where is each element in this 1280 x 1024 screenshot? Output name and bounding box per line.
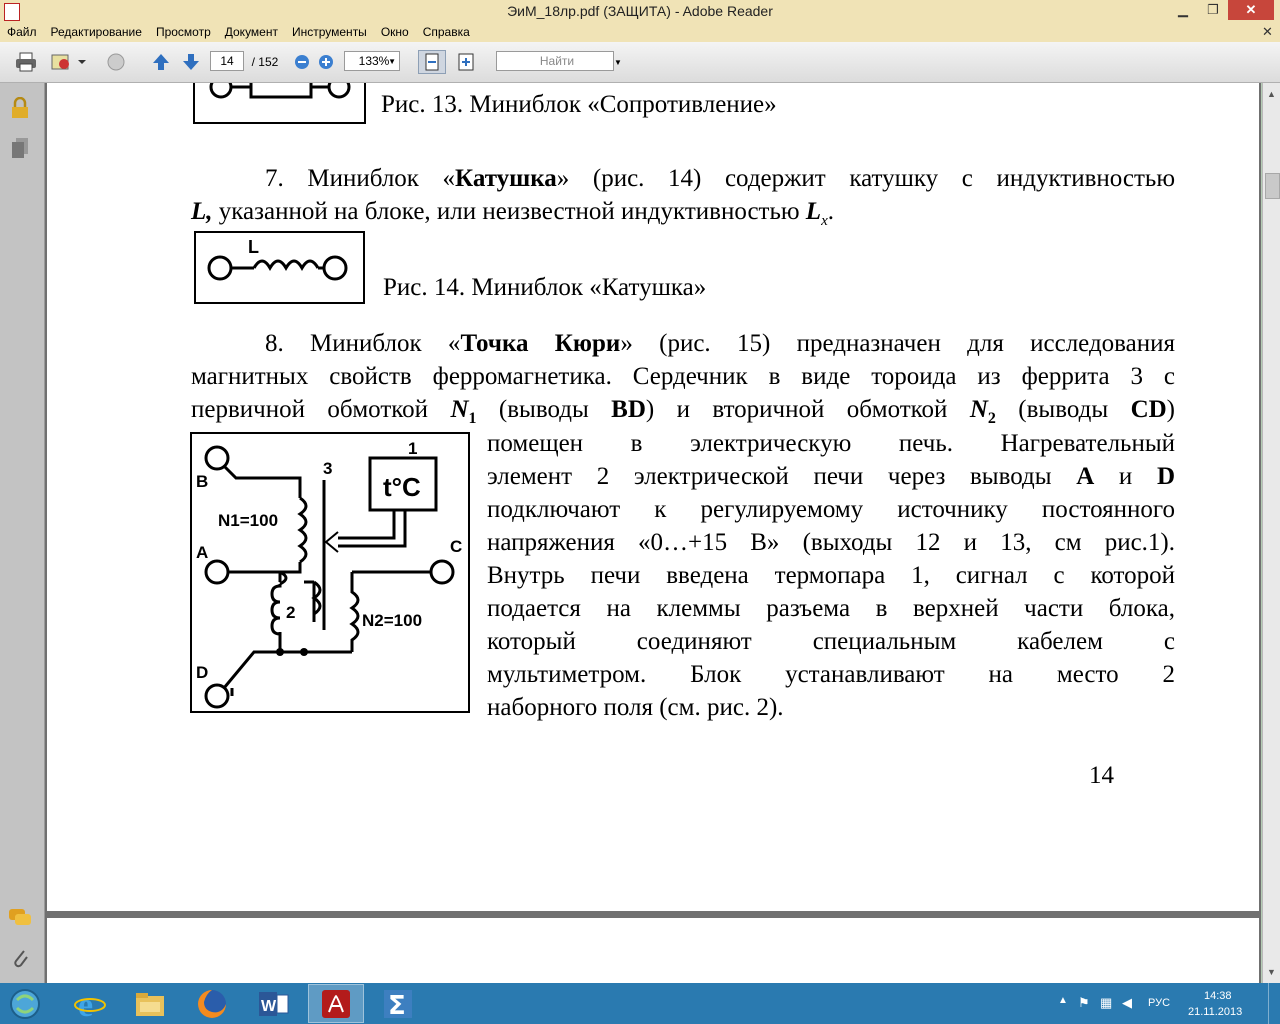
- vertical-scrollbar[interactable]: [1262, 83, 1280, 983]
- print-icon[interactable]: [12, 50, 40, 74]
- menu-view[interactable]: Просмотр: [155, 25, 211, 39]
- toolbar: [0, 42, 1280, 83]
- menu-bar: [0, 22, 1280, 42]
- p8-line12: наборного поля (см. рис. 2).: [487, 694, 784, 721]
- p7-line1: 7. Миниблок «Катушка» (рис. 14) содержит катушку с индуктивностью: [265, 165, 1175, 192]
- window-controls: [1168, 0, 1274, 20]
- show-desktop-button[interactable]: [1268, 983, 1280, 1024]
- adobe-reader-icon[interactable]: [308, 984, 364, 1023]
- language-indicator[interactable]: РУС: [1148, 997, 1171, 1009]
- p8-line8: Внутрь печи введена термопара 1, сигнал с которой: [487, 562, 1175, 589]
- menu-help[interactable]: Справка: [422, 25, 470, 39]
- find-placeholder: Найти: [539, 54, 575, 68]
- pdf-page-next: [47, 918, 1259, 983]
- p7-line2: L, указанной на блоке, или неизвестной индуктивностью $L_x$.: [191, 198, 834, 229]
- close-document-icon[interactable]: ✕: [1262, 24, 1273, 39]
- fig15-N2-label: N2=100: [362, 611, 423, 630]
- scroll-thumb[interactable]: [1265, 173, 1280, 199]
- clock-time[interactable]: 14:38: [1204, 990, 1232, 1002]
- fig14-inductor-block: [194, 231, 366, 305]
- fig15-thermometer-label: t°C: [383, 472, 421, 502]
- menu-edit[interactable]: Редактирование: [50, 25, 142, 39]
- p8-line6: подключают к регулируемому источнику постоянного: [487, 496, 1175, 523]
- file-explorer-icon[interactable]: [122, 984, 178, 1023]
- menu-document[interactable]: Документ: [224, 25, 278, 39]
- menu-tools[interactable]: Инструменты: [291, 25, 367, 39]
- fig13-caption: Рис. 13. Миниблок «Сопротивление»: [381, 91, 777, 118]
- prev-page-icon[interactable]: [148, 50, 174, 74]
- find-dropdown-icon[interactable]: ▼: [614, 57, 622, 67]
- p8-line11: мультиметром. Блок устанавливают на место 2: [487, 661, 1175, 688]
- page-number: 14: [1089, 762, 1114, 789]
- firefox-icon[interactable]: [184, 984, 240, 1023]
- attachments-icon[interactable]: [10, 947, 30, 976]
- next-page-icon[interactable]: [178, 50, 204, 74]
- p8-line3: первичной обмоткой $N_1$ (выводы BD) и вторичной обмоткой $N_2$ (выводы CD): [191, 396, 1175, 427]
- fig15-D-label: D: [196, 663, 209, 682]
- start-button[interactable]: [0, 984, 50, 1023]
- scroll-up-icon[interactable]: ▲: [1267, 89, 1276, 99]
- svg-text:Σ: Σ: [388, 990, 406, 1020]
- fig15-num2: 2: [286, 603, 296, 622]
- svg-text:e: e: [78, 987, 94, 1020]
- fig15-num3: 3: [323, 459, 333, 478]
- share-icon[interactable]: [48, 50, 88, 74]
- window-title: ЭиМ_18лр.pdf (ЗАЩИТА) - Adobe Reader: [507, 3, 773, 19]
- title-bar: [0, 0, 1280, 22]
- minimize-button[interactable]: ▁: [1178, 2, 1188, 17]
- flag-icon[interactable]: ⚑: [1078, 995, 1090, 1010]
- zoom-in-icon[interactable]: [316, 50, 336, 74]
- speaker-icon[interactable]: ◀: [1122, 995, 1132, 1010]
- pdf-page: [47, 83, 1259, 911]
- fig15-N1-label: N1=100: [218, 511, 279, 530]
- maximize-button[interactable]: ❐: [1207, 2, 1219, 17]
- clock-date[interactable]: 21.11.2013: [1188, 1006, 1243, 1018]
- p8-line5: элемент 2 электрической печи через выводы A и D: [487, 463, 1175, 490]
- fig13-resistor-block: [193, 83, 367, 125]
- menu-window[interactable]: Окно: [380, 25, 409, 39]
- zoom-select[interactable]: [344, 51, 400, 71]
- system-tray: [1050, 983, 1280, 1024]
- close-button[interactable]: ✕: [1228, 0, 1274, 20]
- taskbar: [0, 983, 1280, 1024]
- lock-icon[interactable]: [10, 97, 30, 124]
- p8-line7: напряжения «0…+15 В» (выходы 12 и 13, см рис.1).: [487, 529, 1175, 556]
- fig15-C-label: C: [450, 537, 463, 556]
- p8-line9: подается на клеммы разъема в верхней части блока,: [487, 595, 1175, 622]
- left-navigation-pane: [0, 83, 45, 983]
- svg-text:W: W: [261, 997, 277, 1015]
- zoom-out-icon[interactable]: [292, 50, 312, 74]
- scroll-down-icon[interactable]: ▼: [1267, 967, 1276, 977]
- find-input[interactable]: [496, 51, 614, 71]
- comments-icon[interactable]: [8, 908, 32, 933]
- fig15-B-label: B: [196, 472, 209, 491]
- fig15-num1: 1: [408, 439, 418, 458]
- fig14-L-label: L: [248, 237, 259, 257]
- sign-icon[interactable]: [102, 50, 130, 74]
- fig15-curie-point-schematic: [190, 432, 472, 715]
- document-view[interactable]: [45, 83, 1261, 983]
- page-total: / 152: [251, 55, 279, 69]
- network-icon[interactable]: ▦: [1100, 995, 1113, 1010]
- page-number-input[interactable]: 14: [210, 51, 244, 71]
- p8-line2: магнитных свойств ферромагнетика. Сердечник в виде тороида из феррита 3 с: [191, 363, 1175, 390]
- fig15-A-label: A: [196, 543, 209, 562]
- pages-icon[interactable]: [10, 137, 30, 164]
- fig14-caption: Рис. 14. Миниблок «Катушка»: [383, 274, 707, 301]
- show-hidden-icons[interactable]: ▲: [1058, 995, 1068, 1006]
- p8-line10: который соединяют специальным кабелем с: [487, 628, 1175, 655]
- p8-line1: 8. Миниблок «Точка Кюри» (рис. 15) предназначен для исследования: [265, 330, 1175, 357]
- chevron-down-icon: ▼: [388, 56, 396, 66]
- zoom-value: 133%: [358, 54, 390, 68]
- sigma-app-icon[interactable]: [370, 984, 426, 1023]
- fit-width-icon[interactable]: [452, 50, 480, 74]
- word-icon[interactable]: [246, 984, 302, 1023]
- fit-page-icon[interactable]: [418, 50, 446, 74]
- internet-explorer-icon[interactable]: [62, 984, 118, 1023]
- menu-file[interactable]: Файл: [7, 25, 37, 39]
- p8-line4: помещен в электрическую печь. Нагревательный: [487, 430, 1175, 457]
